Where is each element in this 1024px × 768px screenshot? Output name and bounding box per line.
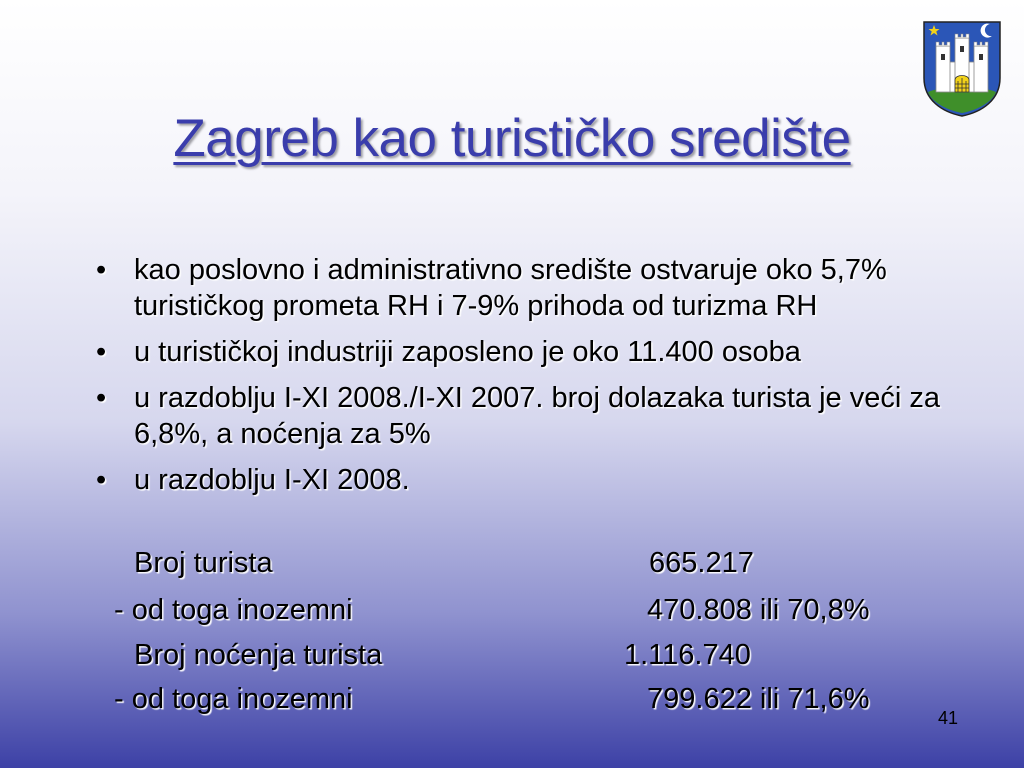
stat-value-foreign-tourists: 470.808 ili 70,8%	[647, 594, 870, 626]
bullet-icon: •	[96, 464, 107, 496]
stat-label-overnights: Broj noćenja turista	[134, 639, 383, 671]
bullet-text: kao poslovno i administrativno središte ostvaruje oko 5,7% turističkog prometa RH i 7-9% prihoda od turizma RH	[134, 254, 887, 322]
stat-value-overnights: 1.116.740	[624, 639, 751, 671]
bullet-icon: •	[96, 336, 107, 368]
zagreb-coat-of-arms-icon	[920, 18, 1004, 118]
bullet-list	[96, 252, 976, 508]
slide-title: Zagreb kao turističko središte	[173, 109, 851, 168]
stat-value-foreign-overnights: 799.622 ili 71,6%	[647, 683, 870, 715]
bullet-icon: •	[96, 382, 107, 414]
stat-value-tourists: 665.217	[649, 547, 754, 579]
stat-label-foreign-overnights: - od toga inozemni	[114, 683, 353, 715]
stat-label-tourists: Broj turista	[134, 547, 273, 579]
bullet-text: u razdoblju I-XI 2008.	[134, 464, 410, 496]
stat-label-foreign-tourists: - od toga inozemni	[114, 594, 353, 626]
list-item	[96, 380, 944, 452]
page-number: 41	[938, 708, 959, 728]
bullet-icon: •	[96, 254, 107, 286]
list-item	[96, 334, 944, 370]
bullet-text: u razdoblju I-XI 2008./I-XI 2007. broj dolazaka turista je veći za 6,8%, a noćenja za 5%	[134, 382, 940, 450]
list-item	[96, 462, 944, 498]
bullet-text: u turističkoj industriji zaposleno je oko 11.400 osoba	[134, 336, 801, 368]
list-item	[96, 252, 944, 324]
